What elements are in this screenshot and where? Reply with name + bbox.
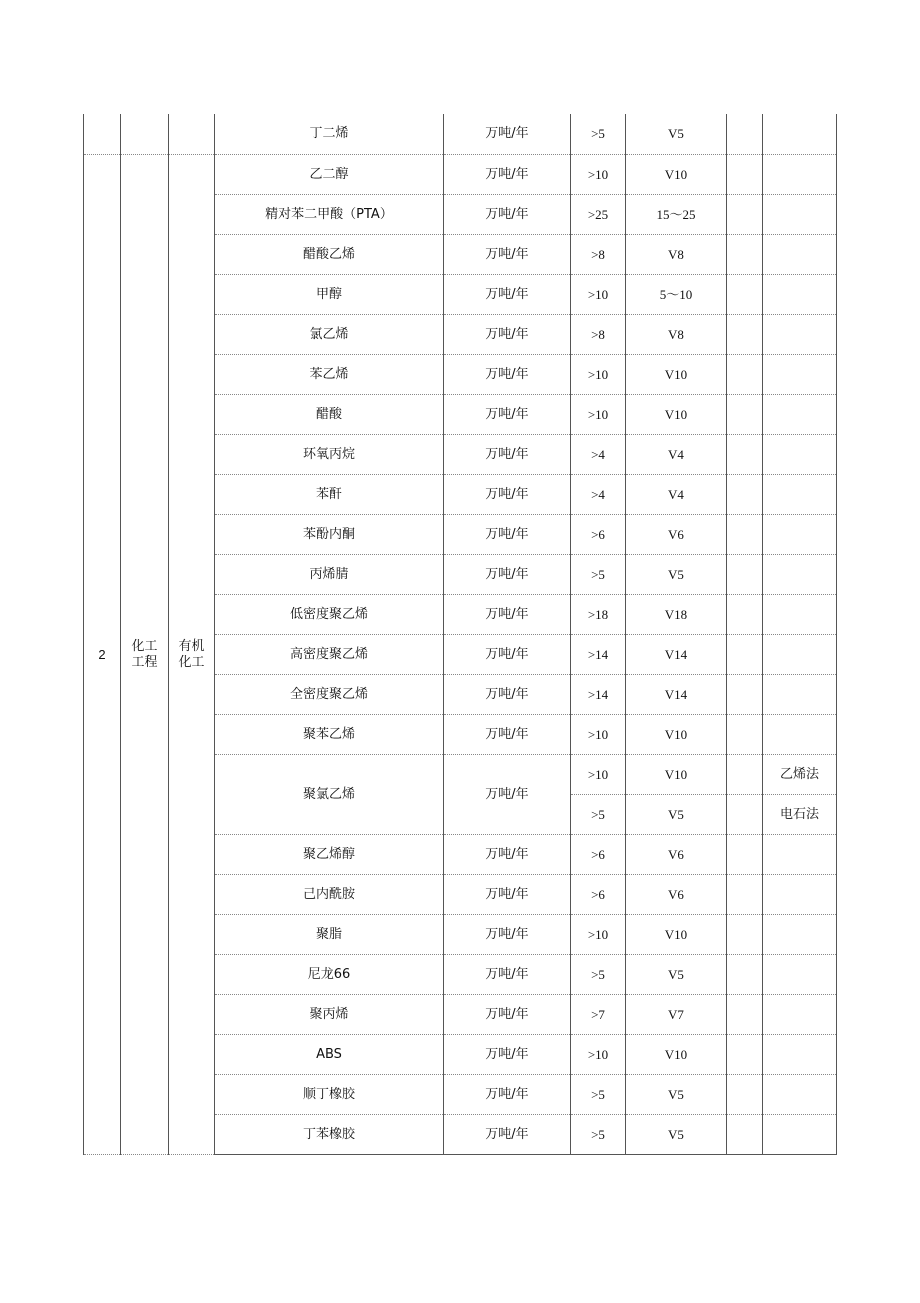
- product-cell: 苯乙烯: [215, 355, 444, 395]
- note-cell: [763, 235, 837, 275]
- threshold-cell: >10: [571, 275, 626, 315]
- subcategory-cell: [169, 155, 215, 1155]
- threshold-cell: >5: [571, 114, 626, 155]
- unit-cell: 万吨/年: [444, 955, 571, 995]
- product-cell: 聚脂: [215, 915, 444, 955]
- note-cell: [763, 315, 837, 355]
- note-cell: [763, 435, 837, 475]
- threshold-cell: >5: [571, 955, 626, 995]
- unit-cell: 万吨/年: [444, 715, 571, 755]
- blank-cell: [727, 635, 763, 675]
- blank-cell: [727, 1035, 763, 1075]
- blank-cell: [727, 915, 763, 955]
- blank-cell: [727, 955, 763, 995]
- index-cell: 2: [84, 155, 121, 1155]
- value-cell: V5: [626, 114, 727, 155]
- blank-cell: [727, 235, 763, 275]
- unit-cell: 万吨/年: [444, 475, 571, 515]
- category-cell: [121, 155, 169, 1155]
- unit-cell: 万吨/年: [444, 515, 571, 555]
- unit-cell: 万吨/年: [444, 915, 571, 955]
- product-cell: 环氧丙烷: [215, 435, 444, 475]
- subcategory-line: 有机: [178, 638, 205, 654]
- blank-cell: [727, 875, 763, 915]
- note-cell: [763, 195, 837, 235]
- note-cell: [763, 355, 837, 395]
- threshold-cell: >10: [571, 755, 626, 795]
- unit-cell: 万吨/年: [444, 195, 571, 235]
- threshold-cell: >14: [571, 635, 626, 675]
- threshold-cell: >18: [571, 595, 626, 635]
- blank-cell: [727, 395, 763, 435]
- blank-cell: [727, 595, 763, 635]
- product-cell: 尼龙66: [215, 955, 444, 995]
- scale-table: [83, 114, 837, 1155]
- note-cell: [763, 595, 837, 635]
- product-cell: 顺丁橡胶: [215, 1075, 444, 1115]
- product-cell: 甲醇: [215, 275, 444, 315]
- blank-cell: [727, 675, 763, 715]
- threshold-cell: >5: [571, 1075, 626, 1115]
- threshold-cell: >10: [571, 355, 626, 395]
- note-cell: [763, 675, 837, 715]
- note-cell: [763, 475, 837, 515]
- value-cell: V5: [626, 795, 727, 835]
- blank-cell: [727, 835, 763, 875]
- blank-cell: [727, 715, 763, 755]
- unit-cell: 万吨/年: [444, 595, 571, 635]
- note-cell: 乙烯法: [763, 755, 837, 795]
- unit-cell: 万吨/年: [444, 875, 571, 915]
- note-cell: [763, 155, 837, 195]
- product-cell: 己内酰胺: [215, 875, 444, 915]
- blank-cell: [727, 315, 763, 355]
- threshold-cell: >8: [571, 315, 626, 355]
- threshold-cell: >7: [571, 995, 626, 1035]
- threshold-cell: >10: [571, 395, 626, 435]
- value-cell: V5: [626, 1115, 727, 1155]
- unit-cell: 万吨/年: [444, 675, 571, 715]
- unit-cell: 万吨/年: [444, 635, 571, 675]
- unit-cell: 万吨/年: [444, 1035, 571, 1075]
- unit-cell: 万吨/年: [444, 435, 571, 475]
- subcategory-cell: [169, 114, 215, 155]
- note-cell: [763, 715, 837, 755]
- unit-cell: 万吨/年: [444, 114, 571, 155]
- note-cell: [763, 395, 837, 435]
- value-cell: V5: [626, 555, 727, 595]
- value-cell: V10: [626, 1035, 727, 1075]
- product-cell: 聚氯乙烯: [215, 755, 444, 835]
- category-line: 工程: [131, 654, 158, 670]
- note-cell: [763, 915, 837, 955]
- threshold-cell: >10: [571, 915, 626, 955]
- category-cell: [121, 114, 169, 155]
- unit-cell: 万吨/年: [444, 995, 571, 1035]
- unit-cell: 万吨/年: [444, 555, 571, 595]
- blank-cell: [727, 795, 763, 835]
- blank-cell: [727, 355, 763, 395]
- category-line: 化工: [131, 638, 158, 654]
- unit-cell: 万吨/年: [444, 1115, 571, 1155]
- threshold-cell: >25: [571, 195, 626, 235]
- product-cell: 丙烯腈: [215, 555, 444, 595]
- value-cell: 15～25: [626, 195, 727, 235]
- value-cell: V7: [626, 995, 727, 1035]
- unit-cell: 万吨/年: [444, 835, 571, 875]
- blank-cell: [727, 114, 763, 155]
- unit-cell: 万吨/年: [444, 1075, 571, 1115]
- value-cell: V18: [626, 595, 727, 635]
- note-cell: [763, 995, 837, 1035]
- product-cell: 高密度聚乙烯: [215, 635, 444, 675]
- note-cell: [763, 114, 837, 155]
- threshold-cell: >4: [571, 475, 626, 515]
- blank-cell: [727, 1115, 763, 1155]
- blank-cell: [727, 555, 763, 595]
- threshold-cell: >14: [571, 675, 626, 715]
- product-cell: ABS: [215, 1035, 444, 1075]
- index-cell: [84, 114, 121, 155]
- product-cell: 丁苯橡胶: [215, 1115, 444, 1155]
- product-cell: 低密度聚乙烯: [215, 595, 444, 635]
- product-cell: 精对苯二甲酸（PTA）: [215, 195, 444, 235]
- threshold-cell: >6: [571, 875, 626, 915]
- value-cell: V10: [626, 715, 727, 755]
- value-cell: V6: [626, 515, 727, 555]
- unit-cell: 万吨/年: [444, 235, 571, 275]
- threshold-cell: >6: [571, 515, 626, 555]
- threshold-cell: >4: [571, 435, 626, 475]
- product-cell: 氯乙烯: [215, 315, 444, 355]
- note-cell: [763, 955, 837, 995]
- table-row: [84, 155, 837, 195]
- note-cell: [763, 275, 837, 315]
- value-cell: V10: [626, 755, 727, 795]
- value-cell: V8: [626, 235, 727, 275]
- blank-cell: [727, 755, 763, 795]
- threshold-cell: >5: [571, 555, 626, 595]
- unit-cell: 万吨/年: [444, 395, 571, 435]
- note-cell: [763, 635, 837, 675]
- blank-cell: [727, 1075, 763, 1115]
- value-cell: V10: [626, 155, 727, 195]
- value-cell: V10: [626, 915, 727, 955]
- unit-cell: 万吨/年: [444, 155, 571, 195]
- table-row: [84, 114, 837, 155]
- product-cell: 苯酐: [215, 475, 444, 515]
- unit-cell: 万吨/年: [444, 275, 571, 315]
- threshold-cell: >6: [571, 835, 626, 875]
- product-cell: 乙二醇: [215, 155, 444, 195]
- product-cell: 丁二烯: [215, 114, 444, 155]
- unit-cell: 万吨/年: [444, 315, 571, 355]
- value-cell: V5: [626, 1075, 727, 1115]
- blank-cell: [727, 435, 763, 475]
- product-cell: 醋酸乙烯: [215, 235, 444, 275]
- product-cell: 苯酚内酮: [215, 515, 444, 555]
- threshold-cell: >8: [571, 235, 626, 275]
- blank-cell: [727, 515, 763, 555]
- product-cell: 全密度聚乙烯: [215, 675, 444, 715]
- threshold-cell: >5: [571, 1115, 626, 1155]
- threshold-cell: >10: [571, 715, 626, 755]
- value-cell: V8: [626, 315, 727, 355]
- unit-cell: 万吨/年: [444, 355, 571, 395]
- value-cell: V10: [626, 355, 727, 395]
- value-cell: V10: [626, 395, 727, 435]
- note-cell: [763, 875, 837, 915]
- product-cell: 聚乙烯醇: [215, 835, 444, 875]
- threshold-cell: >5: [571, 795, 626, 835]
- value-cell: V4: [626, 475, 727, 515]
- note-cell: [763, 835, 837, 875]
- product-cell: 聚苯乙烯: [215, 715, 444, 755]
- note-cell: [763, 1115, 837, 1155]
- subcategory-line: 化工: [178, 654, 205, 670]
- value-cell: V14: [626, 675, 727, 715]
- note-cell: [763, 1035, 837, 1075]
- value-cell: V5: [626, 955, 727, 995]
- note-cell: [763, 515, 837, 555]
- note-cell: 电石法: [763, 795, 837, 835]
- product-cell: 聚丙烯: [215, 995, 444, 1035]
- value-cell: V14: [626, 635, 727, 675]
- value-cell: V4: [626, 435, 727, 475]
- blank-cell: [727, 155, 763, 195]
- unit-cell: 万吨/年: [444, 755, 571, 835]
- product-cell: 醋酸: [215, 395, 444, 435]
- blank-cell: [727, 475, 763, 515]
- note-cell: [763, 1075, 837, 1115]
- threshold-cell: >10: [571, 155, 626, 195]
- value-cell: V6: [626, 875, 727, 915]
- note-cell: [763, 555, 837, 595]
- blank-cell: [727, 195, 763, 235]
- value-cell: V6: [626, 835, 727, 875]
- blank-cell: [727, 995, 763, 1035]
- blank-cell: [727, 275, 763, 315]
- threshold-cell: >10: [571, 1035, 626, 1075]
- value-cell: 5～10: [626, 275, 727, 315]
